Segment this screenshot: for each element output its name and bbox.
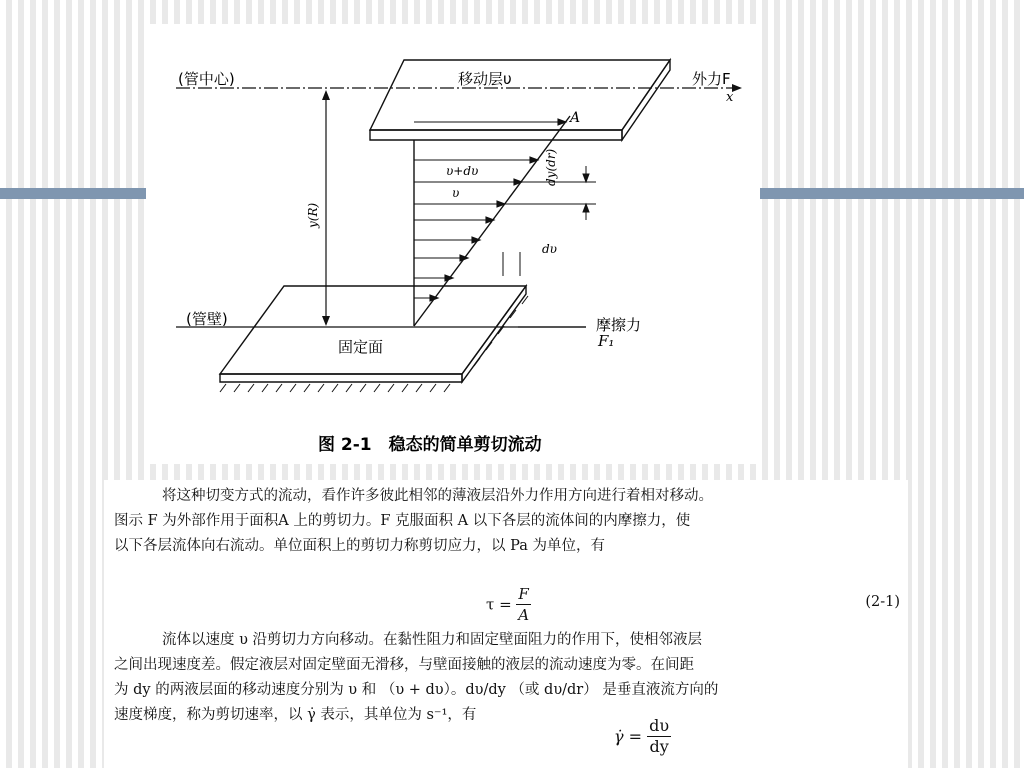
equation-gamma: [610, 710, 698, 768]
label-moving-layer: 移动层υ: [458, 70, 512, 88]
label-v: υ: [452, 186, 460, 200]
eq2-numerator: dυ: [649, 716, 670, 735]
eq1-lhs: τ =: [486, 595, 512, 614]
p1-line-1: 将这种切变方式的流动，看作许多彼此相邻的薄液层沿外力作用方向进行着相对移动。: [162, 488, 713, 504]
y-arrow-up: [322, 90, 330, 100]
paragraph-2: [114, 628, 904, 728]
velocity-arrows: [414, 119, 566, 301]
p1-line-3: 以下各层流体向右流动。单位面积上的剪切力称剪切应力，以 Pa 为单位，有: [114, 538, 605, 554]
fixed-plate-front: [220, 374, 462, 382]
center-arrow-head: [732, 84, 742, 92]
moving-plate-side: [622, 60, 670, 140]
fixed-plate-top: [220, 286, 526, 374]
label-fixed-plane: 固定面: [338, 338, 384, 356]
text-block: [104, 480, 908, 768]
label-f1: F₁: [598, 332, 615, 350]
p2-line-2: 之间出现速度差。假定液层对固定壁面无滑移，与壁面接触的液层的流动速度为零。在间距: [114, 657, 694, 673]
eq2-lhs: γ̇ =: [614, 727, 643, 746]
fixed-plate-side: [462, 286, 526, 382]
eq2-fraction: [647, 716, 671, 757]
label-dv: dυ: [542, 242, 557, 256]
label-v-plus-dv: υ+dυ: [446, 164, 479, 178]
eq1-denominator: A: [518, 606, 530, 624]
figure-caption: 图 2-1 稳态的简单剪切流动: [318, 435, 542, 455]
label-point-a: A: [570, 110, 581, 126]
moving-plate-top: [370, 60, 670, 130]
equation-label: (2-1): [865, 594, 900, 610]
p2-line-4: 速度梯度，称为剪切速率，以 γ̇ 表示，其单位为 s⁻¹，有: [114, 707, 477, 723]
p2-line-1: 流体以速度 υ 沿剪切力方向移动。在黏性阻力和固定壁面阻力的作用下，使相邻液层: [162, 632, 703, 648]
label-pipe-wall: (管壁): [186, 310, 228, 328]
p1-line-2: 图示 F 为外部作用于面积A 上的剪切力。F 克服面积 A 以下各层的流体间的内摩擦力，使: [114, 513, 691, 529]
label-pipe-center: (管中心): [178, 70, 235, 88]
p2-line-3: 为 dy 的两液层面的移动速度分别为 υ 和 （υ + dυ）。dυ/dy （或 dυ/dr） 是垂直液流方向的: [114, 682, 719, 698]
label-dy-dr: dy(dr): [544, 148, 558, 186]
figure-2-1: [146, 24, 760, 464]
y-arrow-down: [322, 316, 330, 326]
eq1-fraction: [516, 584, 530, 625]
label-x-axis: x: [726, 90, 734, 105]
label-y-r: y(R): [306, 202, 320, 228]
equation-2-1: [486, 584, 531, 625]
moving-plate-front: [370, 130, 622, 140]
eq2-denominator: dy: [649, 737, 669, 756]
label-external-force: 外力F: [692, 70, 731, 88]
shear-flow-diagram: [146, 24, 760, 464]
label-friction: 摩擦力: [596, 316, 642, 334]
eq1-numerator: F: [518, 585, 529, 603]
paragraph-1: [114, 484, 904, 559]
